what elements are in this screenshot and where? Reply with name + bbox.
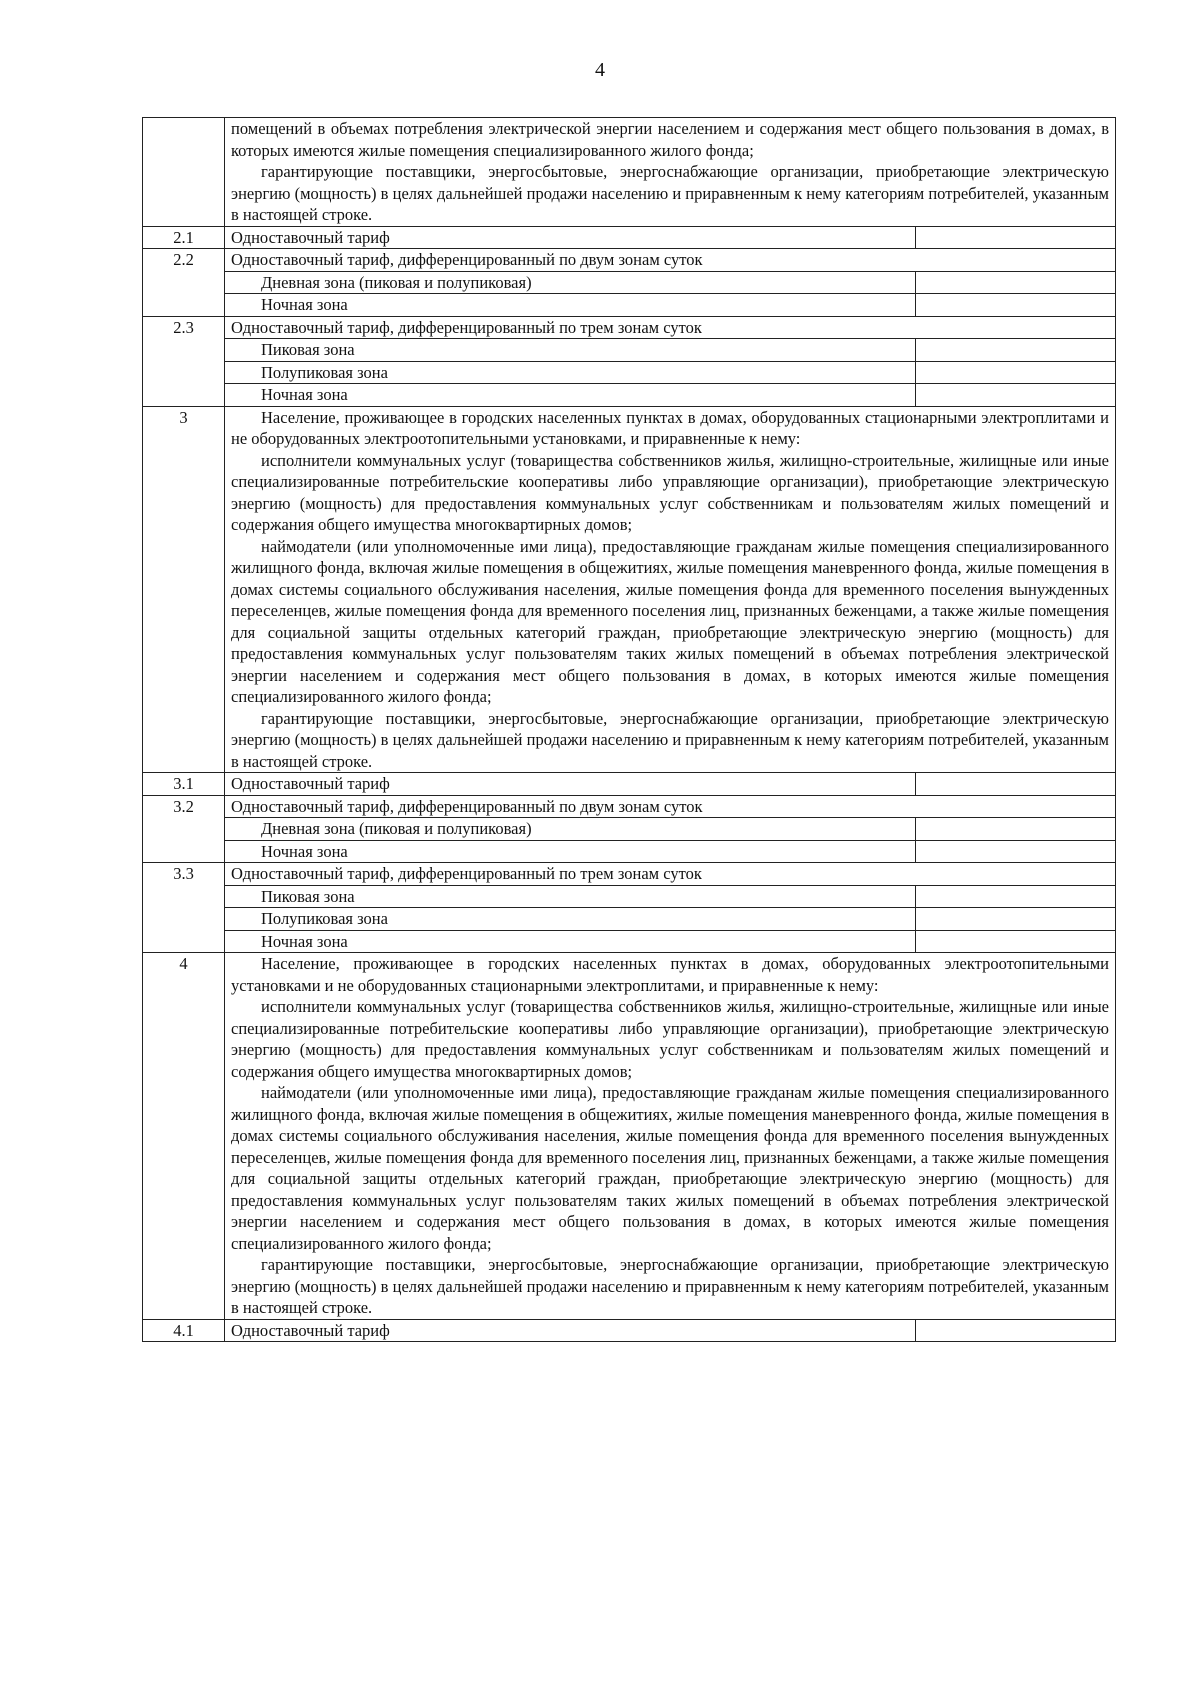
tariff-value-cell [915, 226, 1115, 249]
tariff-value-cell [915, 885, 1115, 908]
row-number: 3 [143, 406, 225, 773]
paragraph: гарантирующие поставщики, энергосбытовые, энергоснабжающие организации, приобретающие электрическую энергию (мощность) в целях дальнейшей продажи населению и приравненным к нему категориям потребителей, указанным в настоящей строке. [231, 708, 1109, 771]
table-row [143, 118, 1116, 227]
table-row [143, 795, 1116, 818]
paragraph: помещений в объемах потребления электрической энергии населением и содержания мест общего пользования в домах, в которых имеются жилые помещения специализированного жилого фонда; [231, 119, 1109, 160]
zone-label: Полупиковая зона [225, 361, 916, 384]
row-number [143, 118, 225, 227]
zone-label: Полупиковая зона [225, 908, 916, 931]
row-number: 3.3 [143, 863, 225, 886]
tariff-label: Одноставочный тариф, дифференцированный по двум зонам суток [225, 249, 1116, 272]
row-number: 3.1 [143, 773, 225, 796]
row-number [143, 908, 225, 931]
row-description [225, 118, 1116, 227]
row-number [143, 384, 225, 407]
table-row [143, 294, 1116, 317]
row-number [143, 930, 225, 953]
table-row [143, 226, 1116, 249]
table-row [143, 361, 1116, 384]
tariff-label: Одноставочный тариф, дифференцированный по двум зонам суток [225, 795, 1116, 818]
tariff-value-cell [915, 361, 1115, 384]
zone-label: Дневная зона (пиковая и полупиковая) [225, 818, 916, 841]
table-row [143, 384, 1116, 407]
paragraph: гарантирующие поставщики, энергосбытовые, энергоснабжающие организации, приобретающие электрическую энергию (мощность) в целях дальнейшей продажи населению и приравненным к нему категориям потребителей, указанным в настоящей строке. [231, 162, 1109, 224]
paragraph: исполнители коммунальных услуг (товарищества собственников жилья, жилищно-строительные, жилищные или иные специализированные потребительские кооперативы либо управляющие организации), приобретающие электрическую энергию (мощность) для предоставления коммунальных услуг собственникам и пользователям жилых помещений и содержания общего имущества многоквартирных домов; [231, 450, 1109, 534]
row-number: 3.2 [143, 795, 225, 818]
tariff-value-cell [915, 930, 1115, 953]
table-row [143, 249, 1116, 272]
row-number: 4.1 [143, 1319, 225, 1342]
tariff-value-cell [915, 271, 1115, 294]
zone-label: Ночная зона [225, 840, 916, 863]
paragraph: гарантирующие поставщики, энергосбытовые, энергоснабжающие организации, приобретающие электрическую энергию (мощность) в целях дальнейшей продажи населению и приравненным к нему категориям потребителей, указанным в настоящей строке. [231, 1255, 1109, 1317]
table-row [143, 953, 1116, 1320]
tariff-value-cell [915, 1319, 1115, 1342]
paragraph: исполнители коммунальных услуг (товарищества собственников жилья, жилищно-строительные, жилищные или иные специализированные потребительские кооперативы либо управляющие организации), приобретающие электрическую энергию (мощность) для предоставления коммунальных услуг собственникам и пользователям жилых помещений и содержания общего имущества многоквартирных домов; [231, 997, 1109, 1081]
tariff-value-cell [915, 339, 1115, 362]
zone-label: Пиковая зона [225, 885, 916, 908]
tariff-value-cell [915, 384, 1115, 407]
table-row [143, 339, 1116, 362]
row-number [143, 361, 225, 384]
table-row [143, 930, 1116, 953]
row-number [143, 294, 225, 317]
tariff-value-cell [915, 294, 1115, 317]
tariff-label: Одноставочный тариф [225, 1319, 916, 1342]
zone-label: Ночная зона [225, 384, 916, 407]
tariff-value-cell [915, 840, 1115, 863]
table-row [143, 1319, 1116, 1342]
table-row [143, 840, 1116, 863]
table-row [143, 316, 1116, 339]
row-number: 2.2 [143, 249, 225, 272]
table-row [143, 908, 1116, 931]
tariff-label: Одноставочный тариф [225, 773, 916, 796]
page-number: 4 [595, 59, 605, 81]
paragraph: Население, проживающее в городских населенных пунктах в домах, оборудованных стационарными электроплитами и не оборудованных электроотопительными установками, и приравненные к нему: [231, 407, 1109, 448]
tariff-label: Одноставочный тариф, дифференцированный по трем зонам суток [225, 863, 1116, 886]
tariff-value-cell [915, 773, 1115, 796]
table-row [143, 271, 1116, 294]
row-number: 2.1 [143, 226, 225, 249]
zone-label: Ночная зона [225, 930, 916, 953]
tariff-label: Одноставочный тариф, дифференцированный по трем зонам суток [225, 316, 1116, 339]
paragraph: наймодатели (или уполномоченные ими лица), предоставляющие гражданам жилые помещения специализированного жилищного фонда, включая жилые помещения в общежитиях, жилые помещения маневренного фонда, жилые помещения в домах системы социального обслуживания населения, жилые помещения фонда для временного поселения вынужденных переселенцев, жилые помещения фонда для временного поселения лиц, признанных беженцами, а также жилые помещения для социальной защиты отдельных категорий граждан, приобретающие электрическую энергию (мощность) для предоставления коммунальных услуг пользователям таких жилых помещений в объемах потребления электрической энергии населением и содержания мест общего пользования в домах, в которых имеются жилые помещения специализированного жилого фонда; [231, 1083, 1109, 1253]
row-number [143, 339, 225, 362]
row-description [225, 953, 1116, 1320]
row-number: 4 [143, 953, 225, 1320]
paragraph: Население, проживающее в городских населенных пунктах в домах, оборудованных электроотопительными установками и не оборудованных стационарными электроплитами, и приравненные к нему: [231, 954, 1109, 995]
tariff-table [142, 117, 1116, 1342]
table-row [143, 885, 1116, 908]
row-number [143, 818, 225, 841]
row-number: 2.3 [143, 316, 225, 339]
table-row [143, 863, 1116, 886]
row-description [225, 406, 1116, 773]
paragraph: наймодатели (или уполномоченные ими лица), предоставляющие гражданам жилые помещения специализированного жилищного фонда, включая жилые помещения в общежитиях, жилые помещения маневренного фонда, жилые помещения в домах системы социального обслуживания населения, жилые помещения фонда для временного поселения вынужденных переселенцев, жилые помещения фонда для временного поселения лиц, признанных беженцами, а также жилые помещения для социальной защиты отдельных категорий граждан, приобретающие электрическую энергию (мощность) для предоставления коммунальных услуг пользователям таких жилых помещений в объемах потребления электрической энергии населением и содержания мест общего пользования в домах, в которых имеются жилые помещения специализированного жилого фонда; [231, 536, 1109, 706]
tariff-value-cell [915, 818, 1115, 841]
zone-label: Дневная зона (пиковая и полупиковая) [225, 271, 916, 294]
zone-label: Пиковая зона [225, 339, 916, 362]
table-row [143, 818, 1116, 841]
tariff-value-cell [915, 908, 1115, 931]
row-number [143, 271, 225, 294]
row-number [143, 885, 225, 908]
zone-label: Ночная зона [225, 294, 916, 317]
table-row [143, 773, 1116, 796]
table-row [143, 406, 1116, 773]
row-number [143, 840, 225, 863]
tariff-label: Одноставочный тариф [225, 226, 916, 249]
